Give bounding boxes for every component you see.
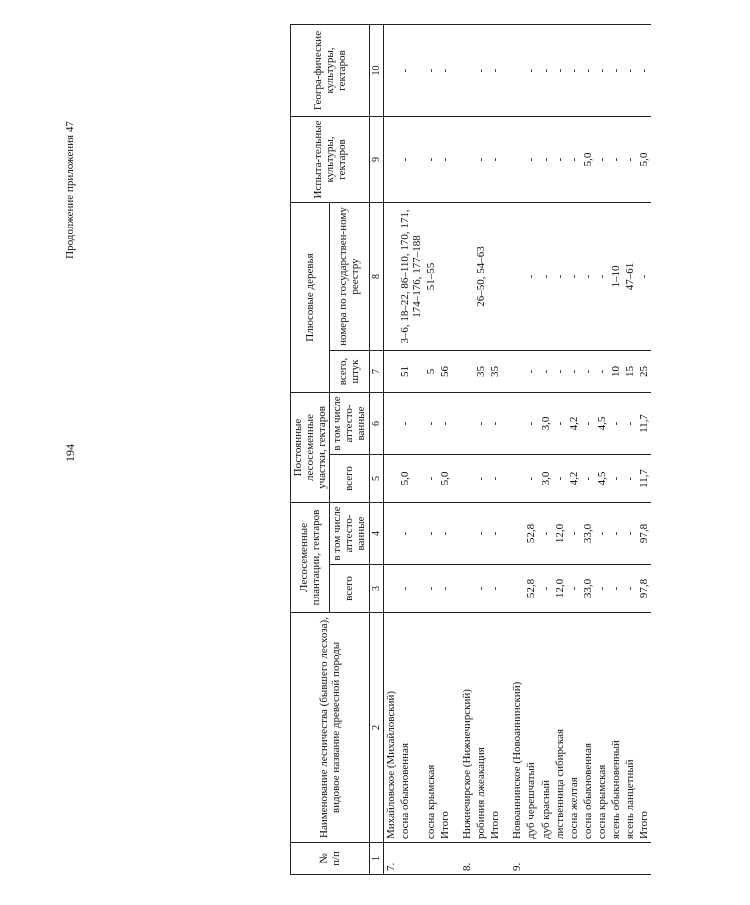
table-cell: 15 [623,351,637,393]
table-cell: - [595,116,609,202]
table-cell [383,351,398,393]
table-cell [383,565,398,613]
table-cell: 33,0 [581,565,595,613]
table-cell: 51 [398,351,424,393]
table-cell: - [438,116,452,202]
table-cell: 52,8 [524,503,538,565]
spacer-row [502,24,510,874]
column-number: 3 [369,565,383,613]
table-cell: - [474,503,488,565]
table-cell: 56 [438,351,452,393]
table-cell: - [581,351,595,393]
spacer-cell [502,393,510,455]
column-number: 6 [369,393,383,455]
row-index [539,843,553,875]
row-index: 7. [383,843,398,875]
row-name: лиственница сибирская [553,613,567,843]
table-cell: 5,0 [398,455,424,503]
row-name: Нижнечирское (Нижнечирский) [460,613,474,843]
forestry-row [460,24,474,874]
table-row [595,24,609,874]
table-cell: - [488,565,502,613]
table-cell [460,503,474,565]
spacer-cell [502,613,510,843]
table-row [609,24,623,874]
table-cell: - [609,503,623,565]
column-number: 1 [369,843,383,875]
table-cell: 10 [609,351,623,393]
table-cell [383,202,398,350]
table-cell: - [609,24,623,116]
rotated-table-container [290,25,750,875]
row-name: Итого [637,613,651,843]
row-name: робиния лжеакация [474,613,488,843]
column-number: 7 [369,351,383,393]
spacer-cell [502,503,510,565]
table-cell: 5,0 [581,116,595,202]
table-row [581,24,595,874]
table-cell: - [474,455,488,503]
table-cell: - [474,393,488,455]
table-cell [383,503,398,565]
table-row [424,24,438,874]
table-row [438,24,452,874]
spacer-cell [502,565,510,613]
table-row [474,24,488,874]
table-cell [460,351,474,393]
table-cell: 12,0 [553,565,567,613]
table-cell: - [553,24,567,116]
table-cell: - [524,116,538,202]
row-index [474,843,488,875]
row-index [524,843,538,875]
table-cell: 11,7 [637,455,651,503]
seed-base-table [290,24,651,875]
table-cell [510,455,524,503]
header-plots-certified: в том числе аттесто-ванные [330,393,369,455]
table-cell: - [424,24,438,116]
header-trees-registry: номера по государствен-ному реестру [330,202,369,350]
table-cell: 5,0 [637,116,651,202]
table-cell: - [539,565,553,613]
table-cell: - [539,202,553,350]
table-cell: - [567,565,581,613]
table-cell: - [524,24,538,116]
table-cell: - [488,393,502,455]
table-cell: - [539,351,553,393]
spacer-cell [452,503,460,565]
table-cell: - [539,116,553,202]
table-cell [460,455,474,503]
table-cell: 35 [488,351,502,393]
table-cell [510,393,524,455]
table-cell: - [581,393,595,455]
table-cell: 25 [637,351,651,393]
table-cell: 26–50, 54–63 [474,202,488,350]
row-index: 8. [460,843,474,875]
table-cell: 3,0 [539,455,553,503]
table-cell [383,393,398,455]
row-index [581,843,595,875]
table-cell: - [567,24,581,116]
row-name: Итого [438,613,452,843]
table-cell [460,24,474,116]
table-cell: 97,8 [637,565,651,613]
table-cell: - [553,116,567,202]
table-cell: 35 [474,351,488,393]
spacer-cell [502,843,510,875]
table-cell: - [595,202,609,350]
table-cell [460,565,474,613]
table-cell: - [609,393,623,455]
header-plantations-certified: в том числе аттесто-ванные [330,503,369,565]
table-cell: - [438,24,452,116]
table-cell [460,202,474,350]
table-cell: - [595,565,609,613]
table-cell: 33,0 [581,503,595,565]
spacer-cell [452,565,460,613]
column-number: 4 [369,503,383,565]
spacer-cell [452,455,460,503]
table-body [383,24,651,874]
table-cell: - [623,116,637,202]
column-number: 2 [369,613,383,843]
table-cell: - [424,455,438,503]
row-index [553,843,567,875]
spacer-cell [452,202,460,350]
table-cell: 52,8 [524,565,538,613]
table-cell: - [553,455,567,503]
table-cell: - [398,565,424,613]
table-cell: - [424,503,438,565]
table-cell: - [474,116,488,202]
row-index [398,843,424,875]
table-cell: 51–55 [424,202,438,350]
table-cell: - [623,503,637,565]
header-test-crops: Испыта-тельные культуры, гектаров [291,116,370,202]
header-plantations-total: всего [330,565,369,613]
table-cell [383,455,398,503]
table-cell: 4,5 [595,393,609,455]
table-cell [510,351,524,393]
table-cell: - [398,24,424,116]
table-cell: - [553,393,567,455]
table-cell [460,116,474,202]
row-index [424,843,438,875]
table-row [567,24,581,874]
table-row [553,24,567,874]
table-row [637,24,651,874]
table-cell: 4,2 [567,393,581,455]
row-name: ясень ланцетный [623,613,637,843]
table-row [488,24,502,874]
table-cell: 47–61 [623,202,637,350]
table-header [291,24,384,874]
spacer-cell [452,843,460,875]
column-number: 5 [369,455,383,503]
table-cell: - [438,565,452,613]
table-cell: - [623,24,637,116]
table-cell: - [567,503,581,565]
row-name: ясень обыкновенный [609,613,623,843]
table-cell: - [488,24,502,116]
table-cell: - [637,24,651,116]
header-plots-total: всего [330,455,369,503]
table-cell [460,393,474,455]
table-row [524,24,538,874]
table-cell: - [524,351,538,393]
table-cell: - [539,24,553,116]
table-cell: - [595,24,609,116]
row-name: Новоаннинское (Новоаннинский) [510,613,524,843]
table-cell: - [488,455,502,503]
header-name: Наименование лесничества (бывшего лесхоза), видовое название древесной породы [291,613,370,843]
page-number: 194 [63,444,77,462]
column-number: 10 [369,24,383,116]
table-cell [488,202,502,350]
table-cell: - [524,455,538,503]
spacer-cell [502,455,510,503]
table-cell: 11,7 [637,393,651,455]
spacer-cell [452,24,460,116]
row-index [609,843,623,875]
table-cell: - [524,393,538,455]
row-index [595,843,609,875]
table-cell: - [595,503,609,565]
table-cell: - [424,393,438,455]
table-cell: - [553,202,567,350]
spacer-cell [452,351,460,393]
table-cell: - [438,393,452,455]
continuation-note: Продолжение приложения 47 [64,121,76,259]
spacer-cell [502,202,510,350]
table-cell: - [623,565,637,613]
table-cell: 5,0 [438,455,452,503]
header-geo-crops: Геогра-фические культуры, гектаров [291,24,370,116]
row-index [438,843,452,875]
table-row [539,24,553,874]
spacer-cell [452,393,460,455]
spacer-cell [502,351,510,393]
table-cell: - [474,24,488,116]
table-cell: - [567,202,581,350]
header-seed-plots: Постоянные лесосеменные участки, гектаров [291,393,330,503]
table-cell: - [438,503,452,565]
table-cell: - [623,393,637,455]
table-cell: - [474,565,488,613]
row-index [567,843,581,875]
row-name: сосна крымская [424,613,438,843]
table-cell [438,202,452,350]
header-trees-total: всего, штук [330,351,369,393]
table-cell: - [488,116,502,202]
column-number: 8 [369,202,383,350]
table-cell: 4,5 [595,455,609,503]
table-cell: - [553,351,567,393]
table-cell: - [567,116,581,202]
row-name: сосна крымская [595,613,609,843]
header-seed-plantations: Лесосеменные плантации, гектаров [291,503,330,613]
column-number: 9 [369,116,383,202]
table-cell: - [581,202,595,350]
spacer-cell [452,613,460,843]
table-row [623,24,637,874]
table-cell: 3,0 [539,393,553,455]
table-cell: - [398,393,424,455]
table-cell [510,565,524,613]
forestry-row [383,24,398,874]
table-cell: - [524,202,538,350]
table-cell: - [637,202,651,350]
table-cell: - [488,503,502,565]
column-number-row [369,24,383,874]
table-cell [510,202,524,350]
table-cell: 97,8 [637,503,651,565]
table-cell: - [623,455,637,503]
table-cell: - [424,116,438,202]
table-cell: 1–10 [609,202,623,350]
table-cell: - [581,455,595,503]
table-cell: 5 [424,351,438,393]
table-cell: 3–6, 18–22, 86–110, 170, 171, 174–176, 177–188 [398,202,424,350]
table-cell: - [609,565,623,613]
table-row [398,24,424,874]
spacer-cell [502,24,510,116]
table-cell: 12,0 [553,503,567,565]
table-cell: - [398,116,424,202]
header-plus-trees: Плюсовые деревья [291,202,330,392]
row-name: дуб красный [539,613,553,843]
row-name: сосна обыкновенная [398,613,424,843]
table-cell: - [609,116,623,202]
row-index: 9. [510,843,524,875]
header-no: № п/п [291,843,370,875]
table-cell: - [398,503,424,565]
table-cell: - [539,503,553,565]
table-cell: - [581,24,595,116]
spacer-cell [502,116,510,202]
row-index [488,843,502,875]
table-cell: - [567,351,581,393]
row-name: сосна желтая [567,613,581,843]
table-cell: - [595,351,609,393]
table-cell: - [609,455,623,503]
table-cell: - [424,565,438,613]
row-name: Михайловское (Михайловский) [383,613,398,843]
row-name: дуб черешчатый [524,613,538,843]
spacer-cell [452,116,460,202]
table-cell [510,24,524,116]
table-cell [510,503,524,565]
table-cell [383,116,398,202]
table-cell [510,116,524,202]
forestry-row [510,24,524,874]
row-index [623,843,637,875]
row-name: Итого [488,613,502,843]
table-cell: 4,2 [567,455,581,503]
spacer-row [452,24,460,874]
row-index [637,843,651,875]
table-cell [383,24,398,116]
row-name: сосна обыкновенная [581,613,595,843]
